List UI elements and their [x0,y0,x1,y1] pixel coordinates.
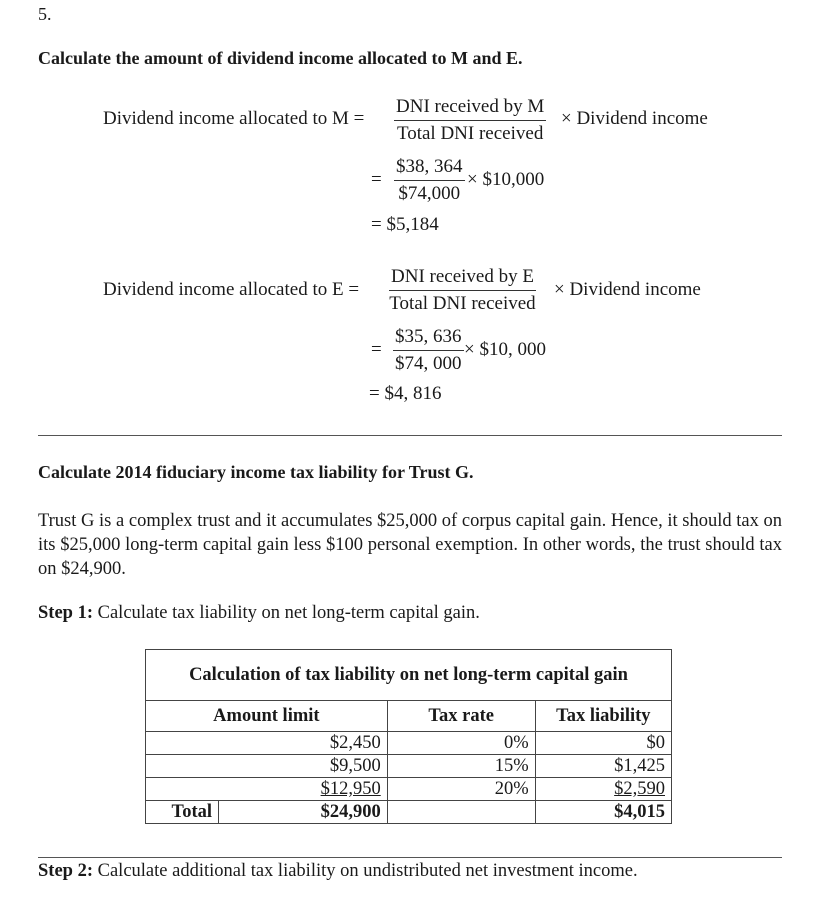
table-row [146,778,672,801]
formula-e-fraction [389,266,536,315]
total-liability: $4,015 [535,801,671,824]
formula-e-step2-multiplier: × $10, 000 [464,339,546,360]
formula-e-multiplier: × Dividend income [554,279,701,300]
formula-m-fraction [394,96,546,145]
formula-m-numerator: DNI received by M [394,96,546,121]
section1-heading: Calculate the amount of dividend income allocated to M and E. [38,48,523,68]
formula-e-step2-eq: = [371,339,382,360]
cell-amount: $2,450 [146,732,388,755]
formula-m-result: = $5,184 [371,214,439,235]
tax-liability-table [145,649,672,824]
cell-liability: $0 [535,732,671,755]
formula-m-lhs: Dividend income allocated to M = [103,108,365,129]
formula-e-step2-numerator: $35, 636 [393,326,464,351]
step2-label: Step 2: [38,861,93,881]
cell-rate: 15% [387,755,535,778]
formula-e-step2-fraction [393,326,464,375]
total-amount: $24,900 [219,801,388,824]
table-row [146,755,672,778]
formula-e-step2-denominator: $74, 000 [395,353,462,374]
formula-m-step2-fraction [394,156,465,205]
header-tax-rate: Tax rate [387,701,535,732]
step1-line [38,603,480,624]
formula-m-step2-multiplier: × $10,000 [467,169,545,190]
cell-liability: $1,425 [535,755,671,778]
formula-m-denominator: Total DNI received [396,123,544,144]
section-divider [38,435,782,436]
formula-e-numerator: DNI received by E [389,266,536,291]
table-total-row [146,801,672,824]
formula-m-step2-denominator: $74,000 [398,183,461,204]
section2-heading: Calculate 2014 fiduciary income tax liability for Trust G. [38,462,474,482]
question-number: 5. [38,4,52,24]
table-title: Calculation of tax liability on net long-term capital gain [146,650,672,701]
step2-divider [38,857,782,858]
formula-e-result: = $4, 816 [369,383,442,404]
step2-line [38,861,638,882]
formula-m-step2-numerator: $38, 364 [394,156,465,181]
formula-e-lhs: Dividend income allocated to E = [103,279,360,300]
total-rate [387,801,535,824]
header-amount-limit: Amount limit [146,701,388,732]
total-label: Total [146,801,219,824]
cell-amount: $9,500 [146,755,388,778]
step1-text: Calculate tax liability on net long-term capital gain. [93,603,480,623]
formula-e-denominator: Total DNI received [389,293,536,314]
table-row [146,732,672,755]
cell-rate: 20% [387,778,535,801]
cell-liability: $2,590 [614,779,665,799]
cell-rate: 0% [387,732,535,755]
header-tax-liability: Tax liability [535,701,671,732]
formula-m-multiplier: × Dividend income [561,108,708,129]
section2-paragraph: Trust G is a complex trust and it accumulates $25,000 of corpus capital gain. Hence, it should tax on its $25,000 long-term capital gain less $100 personal exemption. In other words, the trust should tax on $24,900. [38,511,782,579]
cell-amount: $12,950 [320,779,381,799]
step2-text: Calculate additional tax liability on undistributed net investment income. [93,861,638,881]
formula-m-step2-eq: = [371,169,382,190]
step1-label: Step 1: [38,603,93,623]
